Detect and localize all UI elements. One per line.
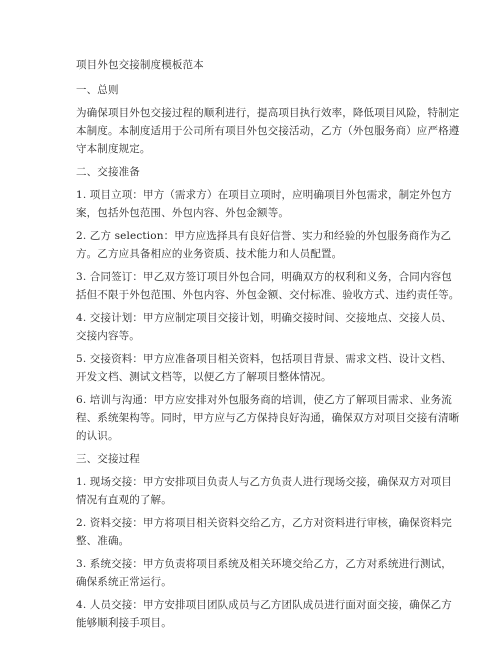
section-heading-preparation: 二、交接准备 (76, 166, 140, 178)
paragraph-line: 本制度。本制度适用于公司所有项目外包交接活动，乙方（外包服务商）应严格遵 (76, 125, 460, 137)
list-item-line: 能够顺利接手项目。 (76, 617, 172, 629)
list-item-line: 5. 交接资料：甲方应准备项目相关资料，包括项目背景、需求文档、设计文档、 (76, 353, 452, 365)
list-item-line: 3. 合同签订：甲乙双方签订项目外包合同，明确双方的权利和义务，合同内容包 (76, 271, 452, 283)
paragraph-line: 为确保项目外包交接过程的顺利进行，提高项目执行效率，降低项目风险，特制定 (76, 107, 460, 119)
list-item-line: 3. 系统交接：甲方负责将项目系统及相关环境交给乙方，乙方对系统进行测试， (76, 558, 452, 570)
paragraph-line: 守本制度规定。 (76, 143, 151, 155)
list-item-line: 整、准确。 (76, 535, 130, 547)
section-heading-general: 一、总则 (76, 84, 119, 96)
list-item-line: 1. 项目立项：甲方（需求方）在项目立项时，应明确项目外包需求，制定外包方 (76, 189, 452, 201)
list-item-line: 括但不限于外包范围、外包内容、外包金额、交付标准、验收方式、违约责任等。 (76, 289, 460, 301)
section-heading-process: 三、交接过程 (76, 453, 140, 465)
list-item-line: 6. 培训与沟通：甲方应安排对外包服务商的培训，使乙方了解项目需求、业务流 (76, 394, 452, 406)
list-item-line: 4. 交接计划：甲方应制定项目交接计划，明确交接时间、交接地点、交接人员、 (76, 312, 452, 324)
list-item-line: 确保系统正常运行。 (76, 576, 172, 588)
list-item-line: 方。乙方应具备相应的业务资质、技术能力和人员配置。 (76, 248, 343, 260)
list-item-line: 开发文档、测试文档等，以便乙方了解项目整体情况。 (76, 371, 332, 383)
list-item-line: 情况有直观的了解。 (76, 494, 172, 506)
list-item-line: 2. 乙方 selection：甲方应选择具有良好信誉、实力和经验的外包服务商作为乙 (76, 230, 452, 242)
list-item-line: 4. 人员交接：甲方安排项目团队成员与乙方团队成员进行面对面交接，确保乙方 (76, 599, 452, 611)
list-item-line: 1. 现场交接：甲方安排项目负责人与乙方负责人进行现场交接，确保双方对项目 (76, 476, 452, 488)
list-item-line: 2. 资料交接：甲方将项目相关资料交给乙方，乙方对资料进行审核，确保资料完 (76, 517, 452, 529)
document-title: 项目外包交接制度模板范本 (76, 59, 204, 71)
list-item-line: 交接内容等。 (76, 330, 140, 342)
list-item-line: 案，包括外包范围、外包内容、外包金额等。 (76, 207, 289, 219)
list-item-line: 程、系统架构等。同时，甲方应与乙方保持良好沟通，确保双方对项目交接有清晰 (76, 412, 460, 424)
list-item-line: 的认识。 (76, 430, 119, 442)
